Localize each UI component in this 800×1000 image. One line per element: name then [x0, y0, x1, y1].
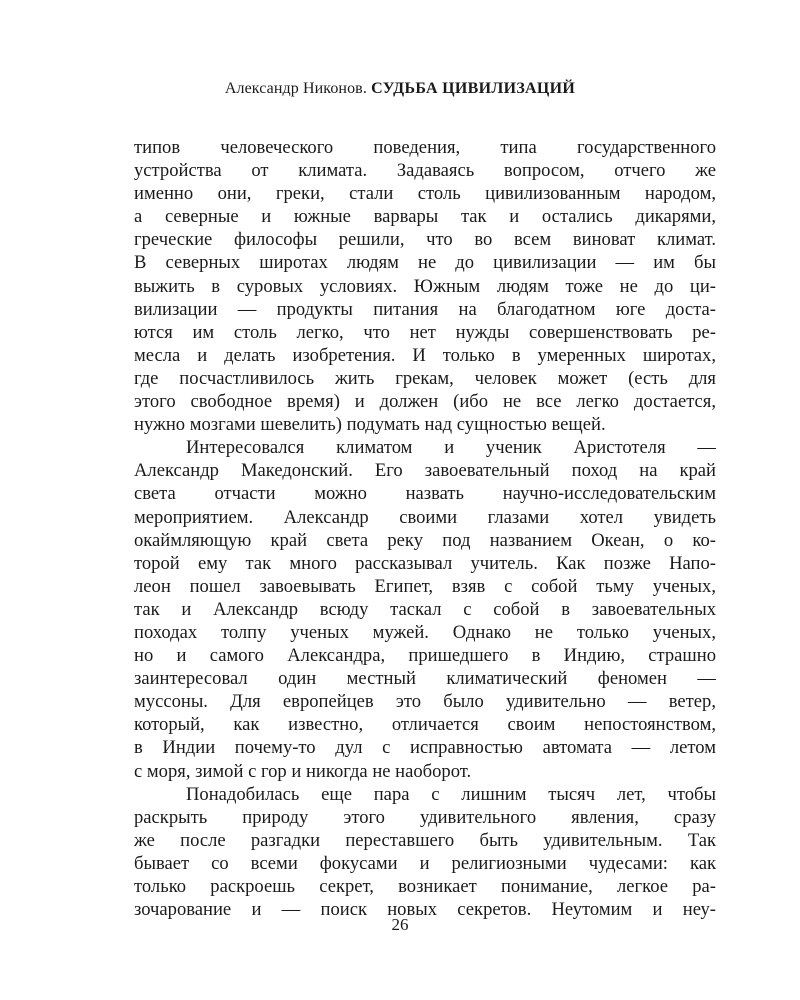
text-line: этого свободное время) и должен (ибо не все легко достается, — [134, 391, 716, 413]
text-line: Интересовался климатом и ученик Аристотеля — — [186, 437, 716, 459]
text-line: Александр Македонский. Его завоевательный поход на край — [134, 460, 716, 482]
text-line: муссоны. Для европейцев это было удивительно — ветер, — [134, 691, 716, 713]
text-line: именно они, греки, стали столь цивилизованным народом, — [134, 183, 716, 205]
text-line: же после разгадки переставшего быть удивительным. Так — [134, 829, 716, 851]
header-book-title: СУДЬБА ЦИВИЛИЗАЦИЙ — [371, 80, 576, 97]
text-line: света отчасти можно назвать научно-исследовательским — [134, 483, 716, 505]
text-line: ются им столь легко, что нет нужды совершенствовать ре- — [134, 321, 716, 343]
text-line: типов человеческого поведения, типа государственного — [134, 137, 716, 158]
paragraph-3 — [134, 783, 716, 922]
text-line: только раскроешь секрет, возникает понимание, легкое ра- — [134, 876, 716, 897]
text-line: устройства от климата. Задаваясь вопросом, отчего же — [134, 160, 716, 182]
text-line: с моря, зимой с гор и никогда не наоборот. — [134, 760, 472, 782]
paragraph-2 — [134, 436, 716, 782]
text-line: торой ему так много рассказывал учитель. Как позже Напо- — [134, 552, 716, 574]
paragraph-1 — [134, 136, 716, 436]
text-line: который, как известно, отличается своим непостоянством, — [134, 714, 716, 736]
text-line: леон пошел завоевывать Египет, взяв с собой тьму ученых, — [134, 575, 716, 597]
text-line: нужно мозгами шевелить) подумать над сущностью вещей. — [134, 414, 606, 436]
text-line: раскрыть природу этого удивительного явления, сразу — [134, 806, 716, 828]
text-line: бывает со всеми фокусами и религиозными чудесами: как — [134, 852, 716, 874]
header-author: Александр Никонов. — [224, 80, 367, 97]
text-line: Понадобилась еще пара с лишним тысяч лет, чтобы — [186, 783, 716, 805]
text-line: заинтересовал один местный климатический феномен — — [134, 668, 716, 690]
text-line: но и самого Александра, пришедшего в Индию, страшно — [134, 645, 716, 667]
running-header — [0, 79, 800, 99]
body-text — [134, 136, 716, 921]
text-line: В северных широтах людям не до цивилизации — им бы — [134, 252, 716, 274]
text-line: в Индии почему-то дул с исправностью автомата — летом — [134, 737, 716, 759]
text-line: зочарование и — поиск новых секретов. Неутомим и неу- — [134, 899, 716, 921]
text-line: походах толпу ученых мужей. Однако не только ученых, — [134, 621, 716, 643]
text-line: выжить в суровых условиях. Южным людям тоже не до ци- — [134, 275, 716, 297]
text-line: окаймляющую край света реку под названием Океан, о ко- — [134, 529, 716, 551]
text-line: греческие философы решили, что во всем виноват климат. — [134, 229, 716, 251]
text-line: где посчастливилось жить грекам, человек может (есть для — [134, 367, 716, 389]
page-number: 26 — [391, 915, 409, 934]
text-line: а северные и южные варвары так и остались дикарями, — [134, 206, 716, 228]
text-line: месла и делать изобретения. И только в умеренных широтах, — [134, 344, 716, 366]
text-line: вилизации — продукты питания на благодатном юге доста- — [134, 298, 716, 320]
text-line: так и Александр всюду таскал с собой в завоевательных — [134, 598, 716, 620]
text-line: мероприятием. Александр своими глазами хотел увидеть — [134, 506, 716, 528]
